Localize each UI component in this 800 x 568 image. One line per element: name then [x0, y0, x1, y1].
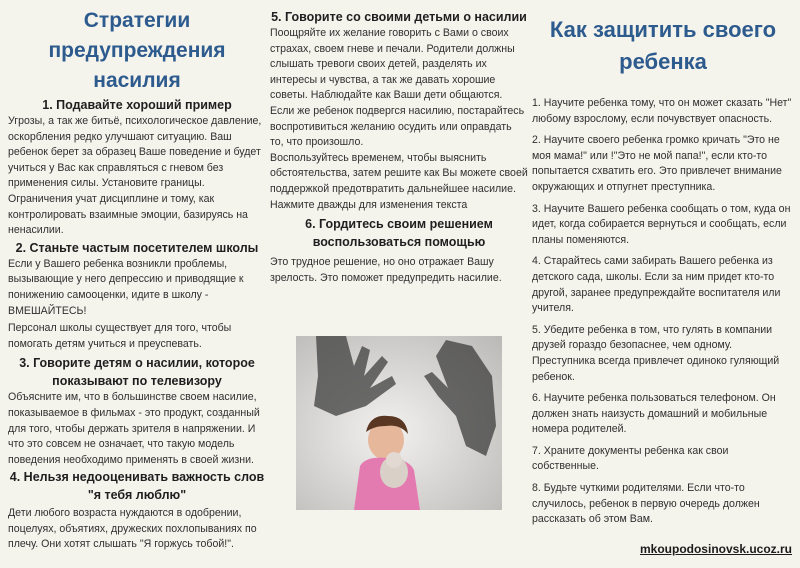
section-5-text-2: Воспользуйтесь временем, чтобы выяснить обстоятельства, затем решите как Вы можете своей поддержкой предотвратить дальнейшее насилие. [270, 151, 528, 195]
section-1-heading: 1. Подавайте хороший пример [42, 98, 232, 112]
child-shadow-photo [296, 336, 502, 510]
section-5-edit-hint: Нажмите дважды для изменения текста [270, 198, 468, 211]
section-2-heading: 2. Станьте частым посетителем школы [15, 240, 259, 255]
right-title: Как защитить своего ребенка [549, 17, 777, 74]
section-3-text: Объясните им, что в большинстве своем насилие, показываемое в фильмах - это продукт, созданный для того, чтобы держать зрителя в напряжении. И что это совсем не означает, что такую модель поведения необходимо применять в своей жизни. [8, 391, 260, 466]
list-item: 7. Храните документы ребенка как свои собственные. [532, 444, 729, 473]
list-item: 3. Научите Вашего ребенка сообщать о том, куда он идет, когда собирается вернуться и сообщать, если планы поменяются. [532, 202, 791, 246]
protection-tips-list [532, 96, 794, 528]
section-5-text: Поощряйте их желание говорить с Вами о своих страхах, своем гневе и печали. Родители должны слышать тревоги своих детей, разделять их интересы и чувства, а так же давать хорошие советы. Наблюдайте как Ваши дети общаются. Если же ребенок подвергся насилию, постарайтесь воспротивиться желанию осудить или оправдать то, что произошло. [270, 27, 525, 149]
section-6-heading: 6. Гордитесь своим решением воспользоваться помощью [305, 217, 493, 250]
section-5-heading: 5. Говорите со своими детьми о насилии [271, 10, 527, 24]
list-item: 6. Научите ребенка пользоваться телефоном. Он должен знать наизусть домашний и мобильные номера родителей. [532, 392, 776, 436]
left-column [8, 0, 266, 553]
site-link[interactable]: mkoupodosinovsk.ucoz.ru [639, 542, 792, 556]
section-4-text: Дети любого возраста нуждаются в одобрении, поцелуях, объятиях, дружеских похлопываниях по плечу. Они хотят слышать "Я горжусь тобой!". [8, 507, 257, 551]
section-4-heading: 4. Нельзя недооценивать важность слов "я тебя люблю" [9, 470, 265, 503]
section-3-heading: 3. Говорите детям о насилии, которое показывают по телевизору [19, 356, 255, 389]
middle-column [270, 8, 528, 286]
photo-illustration [296, 336, 502, 510]
section-1-text: Угрозы, а так же битьё, психологическое давление, оскорбления редко улучшают ситуацию. Ваш ребенок берет за образец Ваше поведение и будет учиться у Вас как справляться с гневом без применения силы. Установите границы. Ограничения учат дисциплине и тому, как контролировать взаимные эмоции, базируясь на ненасилии. [8, 115, 262, 237]
section-6-text: Это трудное решение, но оно отражает Вашу зрелость. Это поможет предупредить насилие. [270, 256, 502, 284]
list-item: 4. Старайтесь сами забирать Вашего ребенка из детского сада, школы. Если за ним придет кто-то другой, заранее предупреждайте воспитателя или учителя. [532, 255, 781, 315]
list-item: 1. Научите ребенка тому, что он может сказать "Нет" любому взрослому, если почувствует опасность. [532, 97, 792, 125]
list-item: 5. Убедите ребенка в том, что гулять в компании друзей гораздо безопаснее, чем одному. Преступника всегда привлечет одиноко гуляющий ребенок. [532, 323, 780, 383]
section-2-text: Если у Вашего ребенка возникли проблемы, вызывающие у него депрессию и приводящие к понижению самооценки, идите в школу - ВМЕШАЙТЕСЬ! [8, 257, 244, 317]
list-item: 8. Будьте чуткими родителями. Если что-то случилось, ребенок в первую очередь должен рассказать об этом Вам. [532, 482, 760, 526]
left-title: Стратегии предупреждения насилия [48, 9, 226, 92]
section-2-text-2: Персонал школы существует для того, чтобы помогать детям учиться и преуспевать. [8, 322, 232, 350]
list-item: 2. Научите своего ребенка громко кричать "Это не моя мама!" или !"Это не мой папа!", если кто-то попытается схватить его. Это привлечет внимание окружающих и отпугнет преступника. [532, 134, 782, 193]
right-column [532, 0, 794, 534]
